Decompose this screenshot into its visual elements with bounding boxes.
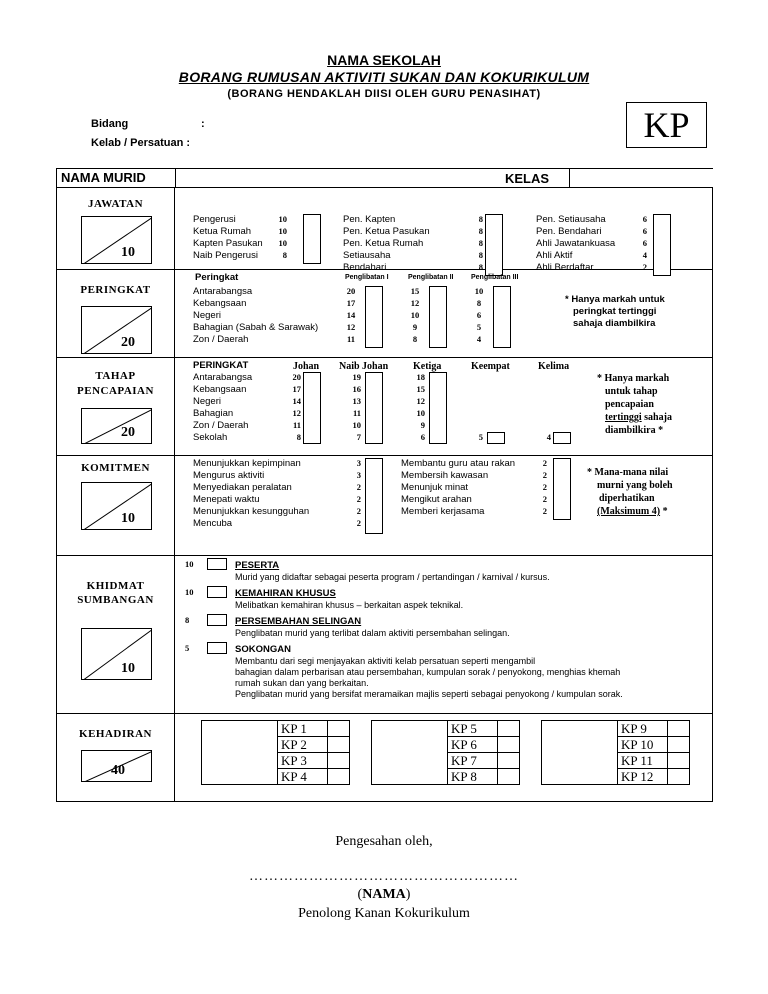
penglibatan-1-header: Penglibatan I	[345, 274, 389, 281]
nama-line	[0, 887, 768, 903]
kp-box: KP	[626, 102, 707, 148]
kp-spacer	[372, 721, 448, 737]
kehadiran-label: KEHADIRAN	[79, 728, 152, 740]
jawatan-option-label: Pen. Kapten	[343, 214, 396, 225]
tahap-rank-header: Johan	[293, 361, 320, 372]
jawatan-col2-checkbox[interactable]	[485, 214, 503, 276]
komitmen-note-star: *	[660, 506, 668, 517]
school-name-title: NAMA SEKOLAH	[327, 52, 441, 68]
komitmen-option-label: Memberi kerjasama	[401, 506, 485, 517]
jawatan-option-label: Pen. Ketua Rumah	[343, 238, 424, 249]
peringkat-score: 8	[476, 298, 482, 308]
komitmen-option-score: 2	[356, 506, 361, 516]
peringkat-score: 11	[346, 334, 356, 344]
tahap-score: 6	[420, 432, 425, 442]
kehadiran-max: 40	[111, 763, 125, 778]
komitmen-option-label: Mengurus aktiviti	[193, 470, 265, 481]
kp-checkbox[interactable]	[668, 737, 690, 753]
komitmen-option-score: 2	[542, 494, 547, 504]
khidmat-desc: bahagian dalam perbarisan atau persembahan, kumpulan sorak / penyokong, menghias khemah	[235, 667, 621, 677]
kp-checkbox[interactable]	[498, 769, 520, 785]
section-peringkat	[57, 270, 713, 358]
tahap-note: * Hanya markah	[597, 373, 670, 384]
jawatan-label: JAWATAN	[87, 198, 144, 210]
kp-checkbox[interactable]	[328, 753, 350, 769]
kp-checkbox[interactable]	[328, 721, 350, 737]
bidang-colon: :	[201, 118, 205, 130]
kp-attendance-group	[541, 720, 690, 785]
kelima-checkbox[interactable]	[553, 432, 571, 444]
kp-attendance-group	[371, 720, 520, 785]
peringkat-score: 12	[346, 322, 356, 332]
komitmen-col1-checkbox[interactable]	[365, 458, 383, 534]
kehadiran-options	[175, 714, 713, 802]
section-tahap	[57, 358, 713, 456]
peringkat-score-box[interactable]	[81, 306, 152, 354]
peringkat-score: 12	[410, 298, 420, 308]
tahap-score: 8	[296, 432, 301, 442]
peringkat-level-label: Antarabangsa	[193, 286, 253, 297]
section-komitmen	[57, 456, 713, 556]
kp-spacer	[542, 753, 618, 769]
kp-label: KP 3	[278, 753, 328, 769]
khidmat-score: 5	[185, 643, 190, 653]
tahap-label: TAHAP	[95, 370, 136, 382]
tahap-score: 12	[292, 408, 301, 418]
jawatan-score-box[interactable]	[81, 216, 152, 264]
kp-checkbox[interactable]	[498, 721, 520, 737]
khidmat-desc: Membantu dari segi menjayakan aktiviti kelab persatuan seperti mengambil	[235, 656, 536, 666]
tahap-score: 14	[292, 396, 301, 406]
khidmat-max: 10	[121, 661, 135, 676]
komitmen-option-label: Menunjukkan kesungguhan	[193, 506, 310, 517]
tahap-max: 20	[121, 425, 135, 440]
kp-checkbox[interactable]	[498, 737, 520, 753]
tahap-rank-header: Ketiga	[413, 361, 442, 372]
peringkat-max: 20	[121, 335, 135, 350]
kp-checkbox[interactable]	[498, 753, 520, 769]
peringkat-score: 17	[346, 298, 356, 308]
jawatan-option-score: 10	[278, 238, 287, 248]
tahap-score: 19	[352, 372, 361, 382]
komitmen-option-score: 2	[542, 506, 547, 516]
tahap-score: 13	[352, 396, 361, 406]
kp-attendance-group	[201, 720, 350, 785]
tahap-score: 10	[416, 408, 425, 418]
khidmat-score-box[interactable]	[81, 628, 152, 680]
jawatan-option-score: 4	[642, 250, 647, 260]
khidmat-desc: Penglibatan murid yang terlibat dalam aktiviti persembahan selingan.	[235, 628, 510, 638]
khidmat-checkbox[interactable]	[207, 586, 227, 598]
jawatan-option-label: Ketua Rumah	[193, 226, 252, 237]
tahap-score: 15	[416, 384, 425, 394]
komitmen-option-score: 2	[356, 482, 361, 492]
tahap-level-label: Kebangsaan	[193, 384, 247, 395]
jawatan-max: 10	[121, 245, 135, 260]
jawatan-option-label: Pen. Bendahari	[536, 226, 602, 237]
tahap-level-label: Sekolah	[193, 432, 228, 443]
kp-checkbox[interactable]	[668, 753, 690, 769]
assessment-table	[56, 168, 713, 802]
peringkat-score: 4	[476, 334, 482, 344]
komitmen-option-label: Menunjukkan kepimpinan	[193, 458, 301, 469]
form-title: BORANG RUMUSAN AKTIVITI SUKAN DAN KOKURIKULUM	[178, 69, 590, 85]
jawatan-option-score: 2	[642, 262, 647, 272]
kp-spacer	[542, 737, 618, 753]
section-kehadiran	[57, 714, 713, 802]
peringkat-options	[175, 270, 713, 358]
tahap-score: 18	[416, 372, 425, 382]
khidmat-desc: rumah sukan dan yang berkaitan.	[235, 678, 369, 688]
peringkat-level-label: Kebangsaan	[193, 298, 247, 309]
khidmat-title: PESERTA	[235, 560, 280, 571]
komitmen-option-label: Membantu guru atau rakan	[401, 458, 516, 469]
kelab-label: Kelab / Persatuan :	[91, 137, 191, 149]
jawatan-option-score: 10	[278, 214, 287, 224]
kehadiran-score-box[interactable]	[81, 750, 152, 782]
komitmen-options	[175, 456, 713, 556]
komitmen-max: 10	[121, 511, 135, 526]
peringkat-level-label: Negeri	[193, 310, 221, 321]
nama-label: NAMA	[362, 887, 406, 902]
tahap-level-label: Antarabangsa	[193, 372, 253, 383]
khidmat-desc: Murid yang didaftar sebagai peserta program / pertandingan / karnival / kursus.	[235, 572, 550, 582]
kp-checkbox[interactable]	[328, 769, 350, 785]
komitmen-max-note: (Maksimum 4)	[597, 506, 661, 517]
peringkat-score: 8	[412, 334, 418, 344]
komitmen-option-score: 2	[542, 458, 547, 468]
kp-spacer	[372, 753, 448, 769]
keempat-checkbox[interactable]	[487, 432, 505, 444]
tahap-score-box[interactable]	[81, 408, 152, 444]
jawatan-option-score: 10	[278, 226, 287, 236]
peringkat-note: * Hanya markah untuk	[565, 294, 665, 305]
khidmat-score: 8	[185, 615, 190, 625]
kp-label: KP 4	[278, 769, 328, 785]
peringkat-level-label: Zon / Daerah	[193, 334, 249, 345]
khidmat-title: KEMAHIRAN KHUSUS	[235, 588, 336, 599]
kp-spacer	[202, 721, 278, 737]
peringkat-label: PERINGKAT	[80, 284, 151, 296]
jawatan-option-label: Ahli Jawatankuasa	[536, 238, 616, 249]
jawatan-option-score: 6	[642, 226, 647, 236]
signature-line[interactable]: ………………………………………………	[249, 869, 519, 884]
tahap-options	[175, 358, 713, 456]
tahap-score: 11	[292, 420, 301, 430]
jawatan-option-label: Naib Pengerusi	[193, 250, 258, 261]
jawatan-col1-checkbox[interactable]	[303, 214, 321, 264]
kp-spacer	[372, 737, 448, 753]
tahap-score: 5	[478, 432, 483, 442]
penglibatan-3-header: Penglibatan III	[471, 274, 519, 281]
tahap-score: 9	[420, 420, 425, 430]
kp-label: KP 5	[448, 721, 498, 737]
kp-label: KP 1	[278, 721, 328, 737]
komitmen-option-label: Mengikut arahan	[401, 494, 472, 505]
jawatan-option-score: 6	[642, 214, 647, 224]
jawatan-option-label: Kapten Pasukan	[193, 238, 263, 249]
kp-label: KP 11	[618, 753, 668, 769]
jawatan-option-label: Bendahari	[343, 262, 387, 273]
khidmat-checkbox[interactable]	[207, 642, 227, 654]
jawatan-option-score: 8	[478, 214, 483, 224]
komitmen-option-label: Menyediakan peralatan	[193, 482, 292, 493]
peringkat-note: peringkat tertinggi	[573, 306, 657, 317]
role-label: Penolong Kanan Kokurikulum	[298, 906, 470, 921]
komitmen-label: KOMITMEN	[81, 462, 150, 474]
komitmen-score-box[interactable]	[81, 482, 152, 530]
komitmen-note: diperhatikan	[599, 493, 655, 504]
peringkat-score: 20	[346, 286, 356, 296]
tahap-score: 7	[356, 432, 361, 442]
kp-label: KP 6	[448, 737, 498, 753]
section-khidmat	[57, 556, 713, 714]
bidang-label: Bidang	[91, 118, 129, 130]
jawatan-option-score: 8	[478, 226, 483, 236]
tahap-level-label: Zon / Daerah	[193, 420, 249, 431]
tahap-col-header: PERINGKAT	[193, 360, 249, 371]
jawatan-option-label: Ahli Aktif	[536, 250, 573, 261]
jawatan-option-label: Setiausaha	[343, 250, 391, 261]
jawatan-option-score: 8	[478, 262, 483, 272]
komitmen-option-score: 3	[356, 458, 361, 468]
khidmat-desc: Penglibatan murid yang bersifat meramaikan majlis seperti sebagai penyokong / kumpulan sorak.	[235, 689, 623, 699]
komitmen-note	[597, 505, 668, 518]
komitmen-option-score: 2	[542, 482, 547, 492]
jawatan-option-label: Ahli Berdaftar	[536, 262, 594, 273]
nama-murid-cell[interactable]	[57, 169, 713, 188]
komitmen-option-label: Mencuba	[193, 518, 233, 529]
tahap-note	[605, 411, 672, 424]
tahap-rank-header: Keempat	[471, 361, 510, 372]
khidmat-title: PERSEMBAHAN SELINGAN	[235, 616, 362, 627]
jawatan-option-score: 8	[478, 250, 483, 260]
kp-label: KP 2	[278, 737, 328, 753]
kelas-label: KELAS	[505, 171, 550, 186]
tahap-level-label: Bahagian	[193, 408, 234, 419]
peringkat-score: 5	[476, 322, 482, 332]
kp-spacer	[542, 721, 618, 737]
komitmen-note: * Mana-mana nilai	[587, 467, 669, 478]
komitmen-option-label: Menunjuk minat	[401, 482, 469, 493]
tahap-rank-header: Naib Johan	[339, 361, 389, 372]
tahap-note: untuk tahap	[605, 386, 658, 397]
peringkat-score: 14	[346, 310, 356, 320]
kp-spacer	[202, 769, 278, 785]
khidmat-title: SOKONGAN	[235, 644, 291, 655]
penglibatan-2-header: Penglibatan II	[408, 274, 454, 281]
jawatan-option-score: 8	[478, 238, 483, 248]
khidmat-checkbox[interactable]	[207, 558, 227, 570]
kp-label: KP 9	[618, 721, 668, 737]
jawatan-col3-checkbox[interactable]	[653, 214, 671, 276]
khidmat-label: KHIDMAT	[86, 580, 145, 592]
form-instruction: (BORANG HENDAKLAH DIISI OLEH GURU PENASIHAT)	[227, 88, 541, 100]
peringkat-level-label: Bahagian (Sabah & Sarawak)	[193, 322, 319, 333]
tahap-level-label: Negeri	[193, 396, 221, 407]
khidmat-desc: Melibatkan kemahiran khusus – berkaitan aspek teknikal.	[235, 600, 464, 610]
ketiga-checkbox[interactable]	[429, 372, 447, 444]
komitmen-option-label: Membersih kawasan	[401, 470, 489, 481]
kp-label: KP 7	[448, 753, 498, 769]
khidmat-score: 10	[185, 587, 194, 597]
tahap-score: 10	[352, 420, 361, 430]
tahap-score: 20	[292, 372, 301, 382]
penglibatan-2-checkbox[interactable]	[429, 286, 447, 348]
peringkat-col-header: Peringkat	[195, 272, 239, 283]
tahap-note: pencapaian	[605, 399, 654, 410]
komitmen-note: murni yang boleh	[597, 480, 673, 491]
nama-close: )	[405, 887, 411, 902]
tahap-note-rest: sahaja	[641, 412, 672, 423]
tahap-score: 4	[546, 432, 551, 442]
jawatan-option-score: 8	[282, 250, 287, 260]
khidmat-score: 10	[185, 559, 194, 569]
kp-spacer	[202, 753, 278, 769]
jawatan-option-score: 6	[642, 238, 647, 248]
kp-checkbox[interactable]	[668, 721, 690, 737]
jawatan-option-label: Pen. Setiausaha	[536, 214, 606, 225]
kp-spacer	[372, 769, 448, 785]
penglibatan-3-checkbox[interactable]	[493, 286, 511, 348]
peringkat-score: 9	[412, 322, 418, 332]
penglibatan-1-checkbox[interactable]	[365, 286, 383, 348]
komitmen-option-label: Menepati waktu	[193, 494, 260, 505]
komitmen-option-score: 3	[356, 470, 361, 480]
tahap-rank-header: Kelima	[538, 361, 570, 372]
jawatan-option-label: Pengerusi	[193, 214, 236, 225]
kp-spacer	[542, 769, 618, 785]
khidmat-options	[175, 556, 713, 714]
naib-johan-checkbox[interactable]	[365, 372, 383, 444]
kp-label: KP 8	[448, 769, 498, 785]
jawatan-option-label: Pen. Ketua Pasukan	[343, 226, 430, 237]
sumbangan-label: SUMBANGAN	[77, 594, 154, 606]
johan-checkbox[interactable]	[303, 372, 321, 444]
peringkat-score: 10	[410, 310, 420, 320]
nama-murid-label: NAMA MURID	[61, 170, 146, 185]
nama-open: (	[357, 887, 363, 902]
tahap-score: 11	[352, 408, 361, 418]
peringkat-score: 15	[410, 286, 420, 296]
tahap-score: 12	[416, 396, 425, 406]
kp-checkbox[interactable]	[328, 737, 350, 753]
pengesahan-label: Pengesahan oleh,	[335, 834, 433, 849]
jawatan-options	[175, 188, 713, 273]
peringkat-note: sahaja diambilkira	[573, 318, 656, 329]
kp-checkbox[interactable]	[668, 769, 690, 785]
section-jawatan	[57, 188, 713, 270]
komitmen-option-score: 2	[356, 494, 361, 504]
tahap-note-underline: tertinggi	[605, 412, 642, 423]
komitmen-option-score: 2	[356, 518, 361, 528]
kp-label: KP 12	[618, 769, 668, 785]
peringkat-score: 6	[476, 310, 482, 320]
kp-label: KP 10	[618, 737, 668, 753]
kp-spacer	[202, 737, 278, 753]
peringkat-score: 10	[474, 286, 484, 296]
pencapaian-label: PENCAPAIAN	[77, 385, 154, 397]
komitmen-col2-checkbox[interactable]	[553, 458, 571, 520]
khidmat-checkbox[interactable]	[207, 614, 227, 626]
komitmen-option-score: 2	[542, 470, 547, 480]
tahap-score: 17	[292, 384, 301, 394]
tahap-score: 16	[352, 384, 361, 394]
tahap-note: diambilkira *	[605, 425, 664, 436]
